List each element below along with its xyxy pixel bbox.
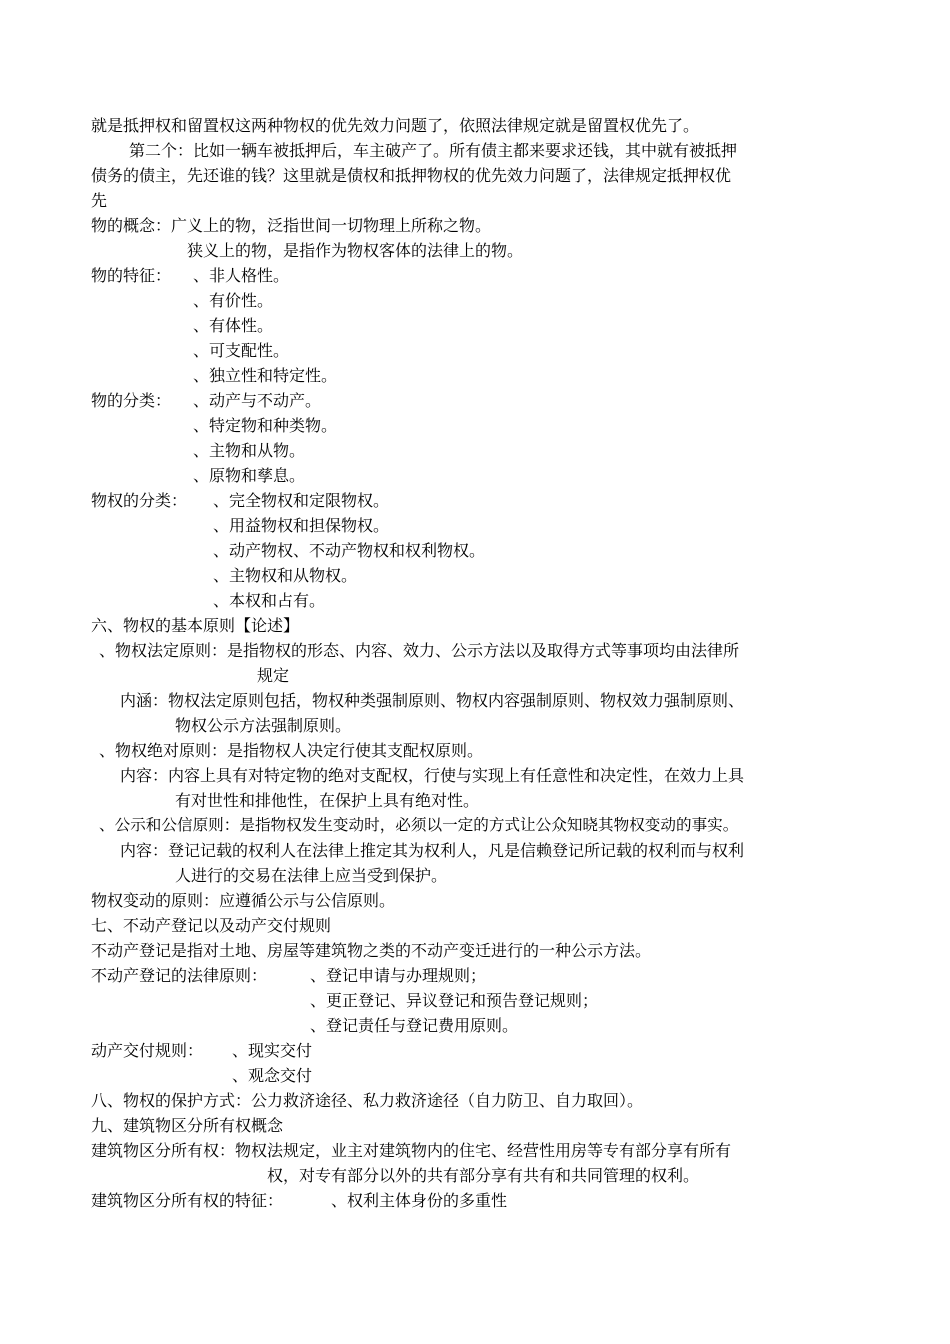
- text-line: 、用益物权和担保物权。: [213, 516, 390, 535]
- text-line: 、登记责任与登记费用原则。: [310, 1016, 519, 1035]
- text-line: 、现实交付: [232, 1041, 313, 1060]
- text-line: 内容：登记记载的权利人在法律上推定其为权利人，凡是信赖登记所记载的权利而与权利: [120, 841, 745, 860]
- text-line: 物的分类：: [91, 391, 172, 410]
- text-line: 、本权和占有。: [213, 591, 326, 610]
- text-line: 、有体性。: [193, 316, 274, 335]
- text-line: 有对世性和排他性，在保护上具有绝对性。: [175, 791, 480, 810]
- text-line: 物权变动的原则：应遵循公示与公信原则。: [91, 891, 396, 910]
- text-line: 不动产登记是指对土地、房屋等建筑物之类的不动产变迁进行的一种公示方法。: [91, 941, 652, 960]
- text-line: 债务的债主，先还谁的钱？这里就是债权和抵押物权的优先效力问题了，法律规定抵押权优: [91, 166, 732, 185]
- text-line: 、完全物权和定限物权。: [213, 491, 390, 510]
- text-line: 物权公示方法强制原则。: [175, 716, 352, 735]
- text-line: 、权利主体身份的多重性: [331, 1191, 508, 1210]
- text-line: 、动产物权、不动产物权和权利物权。: [213, 541, 486, 560]
- text-line: 先: [91, 191, 108, 210]
- text-line: 、主物权和从物权。: [213, 566, 358, 585]
- text-line: 动产交付规则：: [91, 1041, 204, 1060]
- text-line: 、观念交付: [232, 1066, 313, 1085]
- section-heading: 七、不动产登记以及动产交付规则: [91, 916, 332, 935]
- text-line: 物权的分类：: [91, 491, 188, 510]
- text-line: 、可支配性。: [193, 341, 290, 360]
- section-heading: 六、物权的基本原则【论述】: [91, 616, 300, 635]
- text-line: 建筑物区分所有权：物权法规定，业主对建筑物内的住宅、经营性用房等专有部分享有所有: [91, 1141, 732, 1160]
- text-line: 规定: [257, 666, 290, 685]
- text-line: 、独立性和特定性。: [193, 366, 338, 385]
- text-line: 内容：内容上具有对特定物的绝对支配权，行使与实现上有任意性和决定性，在效力上具: [120, 766, 745, 785]
- text-line: 、登记申请与办理规则；: [310, 966, 487, 985]
- text-line: 、原物和孳息。: [193, 466, 306, 485]
- text-line: 、物权绝对原则：是指物权人决定行使其支配权原则。: [99, 741, 484, 760]
- text-line: 不动产登记的法律原则：: [91, 966, 268, 985]
- text-line: 、更正登记、异议登记和预告登记规则；: [310, 991, 599, 1010]
- text-line: 权，对专有部分以外的共有部分享有共有和共同管理的权利。: [267, 1166, 700, 1185]
- text-line: 物的特征：: [91, 266, 172, 285]
- text-line: 、有价性。: [193, 291, 274, 310]
- text-line: 物的概念：广义上的物，泛指世间一切物理上所称之物。: [91, 216, 492, 235]
- text-line: 、非人格性。: [193, 266, 290, 285]
- text-line: 第二个：比如一辆车被抵押后，车主破产了。所有债主都来要求还钱，其中就有被抵押: [129, 141, 738, 160]
- text-line: 人进行的交易在法律上应当受到保护。: [175, 866, 448, 885]
- text-line: 建筑物区分所有权的特征：: [91, 1191, 284, 1210]
- text-line: 狭义上的物，是指作为物权客体的法律上的物。: [187, 241, 524, 260]
- text-line: 、特定物和种类物。: [193, 416, 338, 435]
- section-heading: 九、建筑物区分所有权概念: [91, 1116, 284, 1135]
- text-line: 、动产与不动产。: [193, 391, 322, 410]
- text-line: 、主物和从物。: [193, 441, 306, 460]
- section-heading: 八、物权的保护方式：公力救济途径、私力救济途径（自力防卫、自力取回）。: [91, 1091, 644, 1110]
- text-line: 、公示和公信原则：是指物权发生变动时，必须以一定的方式让公众知晓其物权变动的事实。: [99, 816, 739, 834]
- text-line: 内涵：物权法定原则包括，物权种类强制原则、物权内容强制原则、物权效力强制原则、: [120, 691, 745, 710]
- text-line: 就是抵押权和留置权这两种物权的优先效力问题了，依照法律规定就是留置权优先了。: [91, 116, 700, 135]
- text-line: 、物权法定原则：是指物权的形态、内容、效力、公示方法以及取得方式等事项均由法律所: [99, 641, 740, 660]
